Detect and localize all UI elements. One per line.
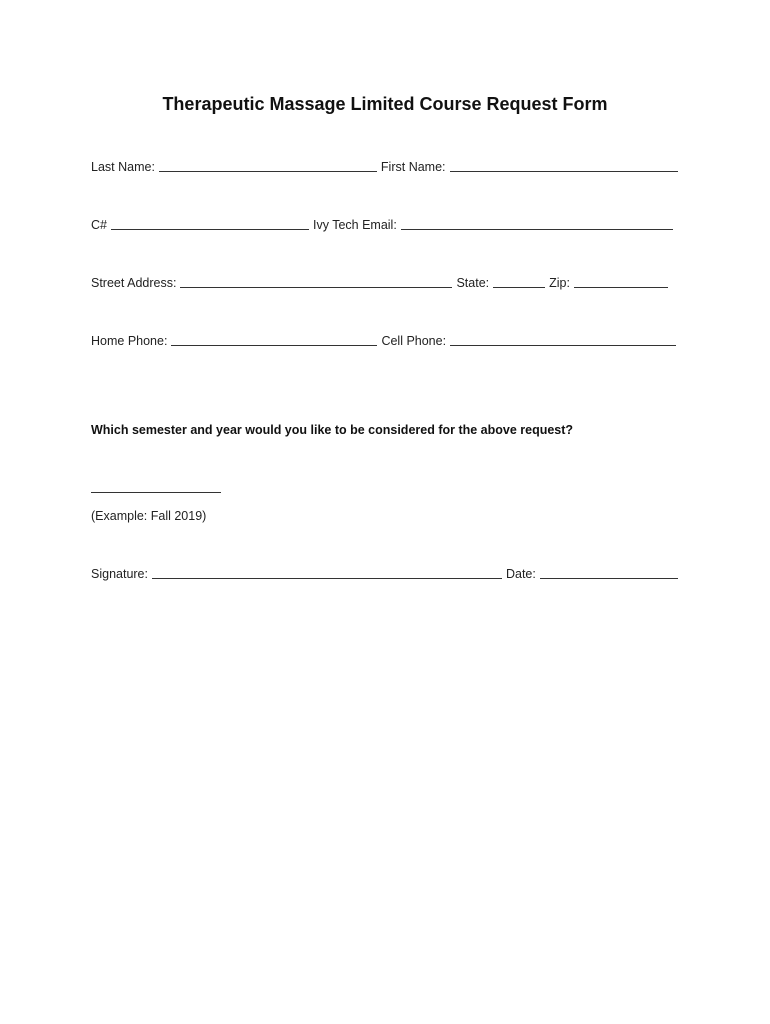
id-email-row [91,218,681,232]
signature-row [91,567,681,581]
cell-phone-label: Cell Phone: [381,334,447,348]
c-number-field[interactable] [111,228,309,230]
signature-field[interactable] [152,577,502,579]
name-row [91,160,681,174]
form-title: Therapeutic Massage Limited Course Request Form [162,94,608,114]
email-field[interactable] [401,228,673,230]
email-label: Ivy Tech Email: [312,218,397,232]
last-name-field[interactable] [159,170,377,172]
home-phone-label: Home Phone: [91,334,168,348]
semester-answer-field[interactable] [91,492,221,493]
last-name-label: Last Name: [91,160,155,174]
phone-row [91,334,681,348]
address-row [91,276,681,290]
signature-label: Signature: [91,567,148,581]
state-field[interactable] [493,286,545,288]
date-field[interactable] [540,577,678,579]
zip-field[interactable] [574,286,668,288]
first-name-field[interactable] [450,170,678,172]
street-address-field[interactable] [180,286,452,288]
cell-phone-field[interactable] [450,344,676,346]
home-phone-field[interactable] [171,344,377,346]
street-address-label: Street Address: [91,276,177,290]
state-label: State: [456,276,490,290]
first-name-label: First Name: [380,160,446,174]
zip-label: Zip: [549,276,570,290]
semester-question: Which semester and year would you like to be considered for the above request? [91,423,574,437]
date-label: Date: [505,567,536,581]
c-number-label: C# [91,218,107,232]
semester-example: (Example: Fall 2019) [91,509,207,523]
